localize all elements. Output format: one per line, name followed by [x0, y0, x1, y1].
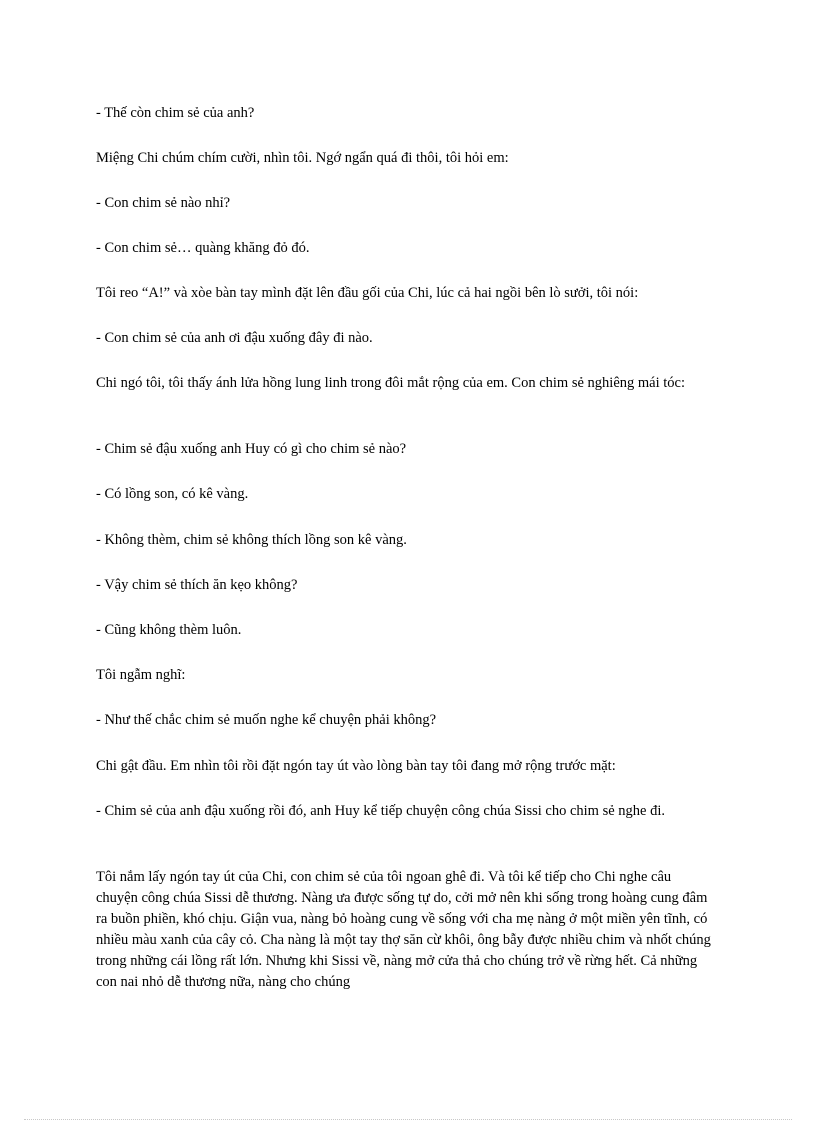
paragraph: Tôi nắm lấy ngón tay út của Chi, con chim sẻ của tôi ngoan ghê đi. Và tôi kể tiếp cho Chi nghe câu chuyện công chúa Sissi dễ thương. Nàng ưa được sống tự do, cởi mở nên khi sống trong hoàng cung đâm ra buồn phiền, khó chịu. Giận vua, nàng bỏ hoàng cung về sống với cha mẹ nàng ở một miền yên tĩnh, có nhiều màu xanh của cây cỏ. Cha nàng là một tay thợ săn cừ khôi, ông bẫy được nhiều chim và nhốt chúng trong những cái lồng rất lớn. Nhưng khi Sissi về, nàng mở cửa thả cho chúng trở về rừng hết. Cả những con nai nhỏ dễ thương nữa, nàng cho chúng: [96, 869, 711, 990]
paragraph: Chi ngó tôi, tôi thấy ánh lửa hồng lung linh trong đôi mắt rộng của em. Con chim sẻ nghiêng mái tóc:: [96, 375, 685, 391]
paragraph: - Thế còn chim sẻ của anh?: [96, 105, 255, 121]
paragraph: Tôi reo “A!” và xòe bàn tay mình đặt lên đầu gối của Chi, lúc cả hai ngồi bên lò sưởi, tôi nói:: [96, 285, 639, 301]
paragraph: - Không thèm, chim sẻ không thích lồng son kê vàng.: [96, 532, 407, 548]
paragraph: Tôi ngẫm nghĩ:: [96, 667, 186, 683]
paragraph: Chi gật đầu. Em nhìn tôi rồi đặt ngón tay út vào lòng bàn tay tôi đang mở rộng trước mặt:: [96, 758, 616, 774]
page-bottom-rule: [24, 1119, 792, 1120]
paragraph: - Chim sẻ đậu xuống anh Huy có gì cho chim sẻ nào?: [96, 441, 407, 457]
paragraph: - Con chim sẻ… quàng khăng đỏ đó.: [96, 240, 310, 256]
paragraph: - Như thế chắc chim sẻ muốn nghe kể chuyện phải không?: [96, 712, 437, 728]
paragraph: - Có lồng son, có kê vàng.: [96, 486, 249, 502]
paragraph: - Con chim sẻ nào nhỉ?: [96, 195, 231, 211]
paragraph: - Chim sẻ của anh đậu xuống rồi đó, anh Huy kể tiếp chuyện công chúa Sissi cho chim sẻ nghe đi.: [96, 803, 666, 819]
paragraph: - Con chim sẻ của anh ơi đậu xuống đây đi nào.: [96, 330, 373, 346]
paragraph: Miệng Chi chúm chím cười, nhìn tôi. Ngớ ngẩn quá đi thôi, tôi hỏi em:: [96, 150, 509, 166]
paragraph: - Vậy chim sẻ thích ăn kẹo không?: [96, 577, 298, 593]
paragraph: - Cũng không thèm luôn.: [96, 622, 242, 638]
